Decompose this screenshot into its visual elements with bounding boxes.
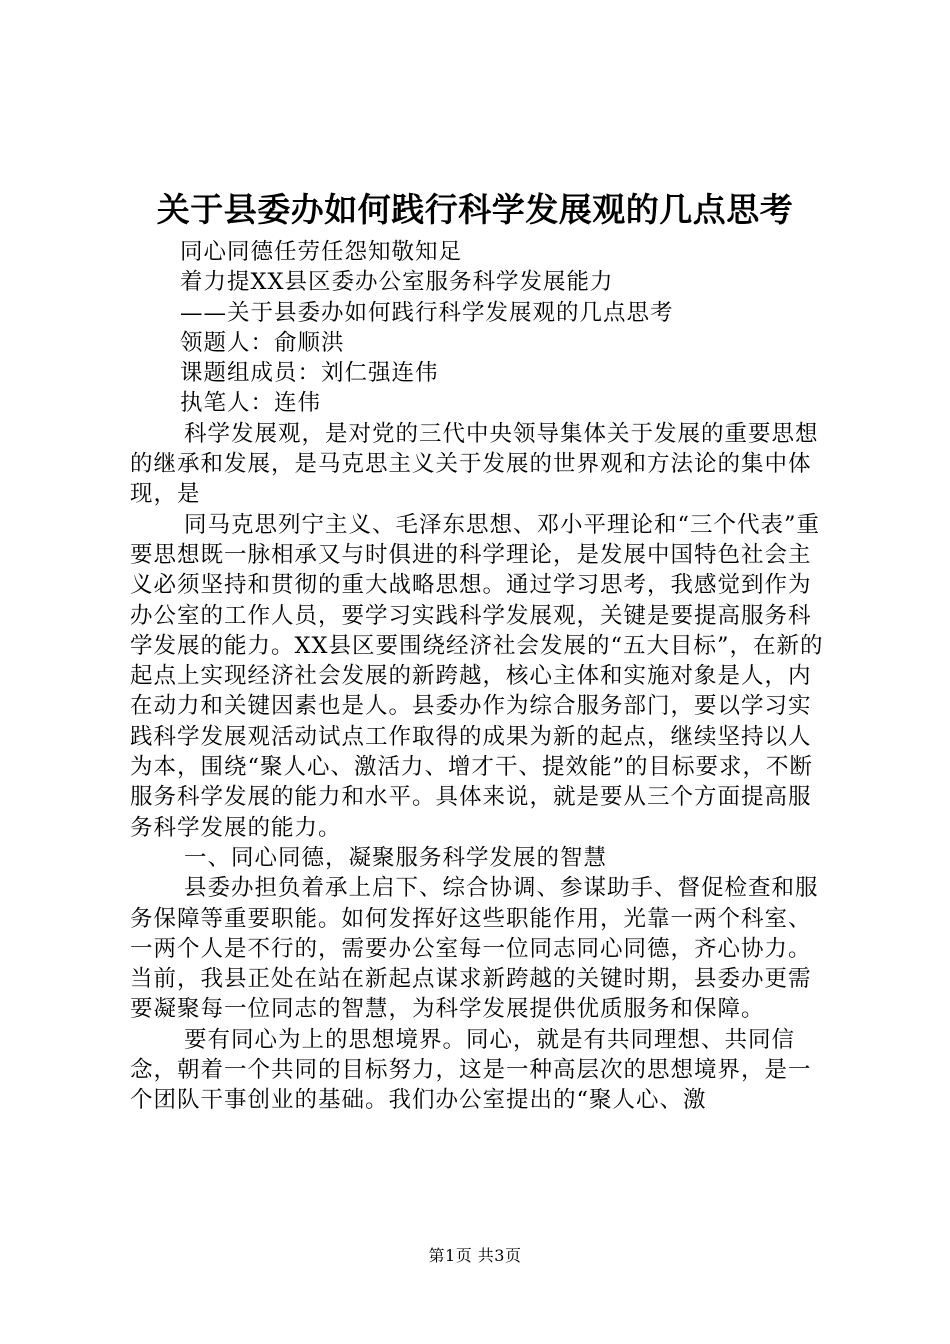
document-body xyxy=(130,237,830,1116)
body-paragraph: 要有同心为上的思想境界。同心，就是有共同理想、共同信念，朝着一个共同的目标努力，这是一种高层次的思想境界，是一个团队干事创业的基础。我们办公室提出的“聚人心、激 xyxy=(130,1026,812,1114)
header-line: 领题人：俞顺洪 xyxy=(180,329,345,356)
header-line: 着力提XX县区委办公室服务科学发展能力 xyxy=(180,269,614,296)
body-paragraph: 同马克思列宁主义、毛泽东思想、邓小平理论和“三个代表”重要思想既一脉相承又与时俱进的科学理论，是发展中国特色社会主义必须坚持和贯彻的重大战略思想。通过学习思考，我感觉到作为办公室的工作人员，要学习实践科学发展观，关键是要提高服务科学发展的能力。XX县区要围绕经济社会发展的“五大目标”，在新的起点上实现经济社会发展的新跨越，核心主体和实施对象是人，内在动力和关键因素也是人。县委办作为综合服务部门，要以学习实践科学发展观活动试点工作取得的成果为新的起点，继续坚持以人为本，围绕“聚人心、激活力、增才干、提效能”的目标要求，不断服务科学发展的能力和水平。具体来说，就是要从三个方面提高服务科学发展的能力。 xyxy=(130,511,824,841)
page-footer: 第1页 共3页 xyxy=(428,1246,522,1265)
body-paragraph: 县委办担负着承上启下、综合协调、参谋助手、督促检查和服务保障等重要职能。如何发挥好这些职能作用，光靠一两个科室、一两个人是不行的，需要办公室每一位同志同心同德，齐心协力。当前，我县正处在站在新起点谋求新跨越的关键时期，县委办更需要凝聚每一位同志的智慧，为科学发展提供优质服务和保障。 xyxy=(130,875,819,1023)
header-line: 课题组成员：刘仁强连伟 xyxy=(180,360,439,387)
document-title: 关于县委办如何践行科学发展观的几点思考 xyxy=(156,190,794,229)
header-line: 执笔人：连伟 xyxy=(180,390,322,417)
header-line: 同心同德任劳任怨知敬知足 xyxy=(180,239,463,265)
header-line: ——关于县委办如何践行科学发展观的几点思考 xyxy=(180,299,674,326)
section-heading: 一、同心同德，凝聚服务科学发展的智慧 xyxy=(184,844,608,871)
body-paragraph: 科学发展观，是对党的三代中央领导集体关于发展的重要思想的继承和发展，是马克思主义关于发展的世界观和方法论的集中体现，是 xyxy=(130,420,819,508)
